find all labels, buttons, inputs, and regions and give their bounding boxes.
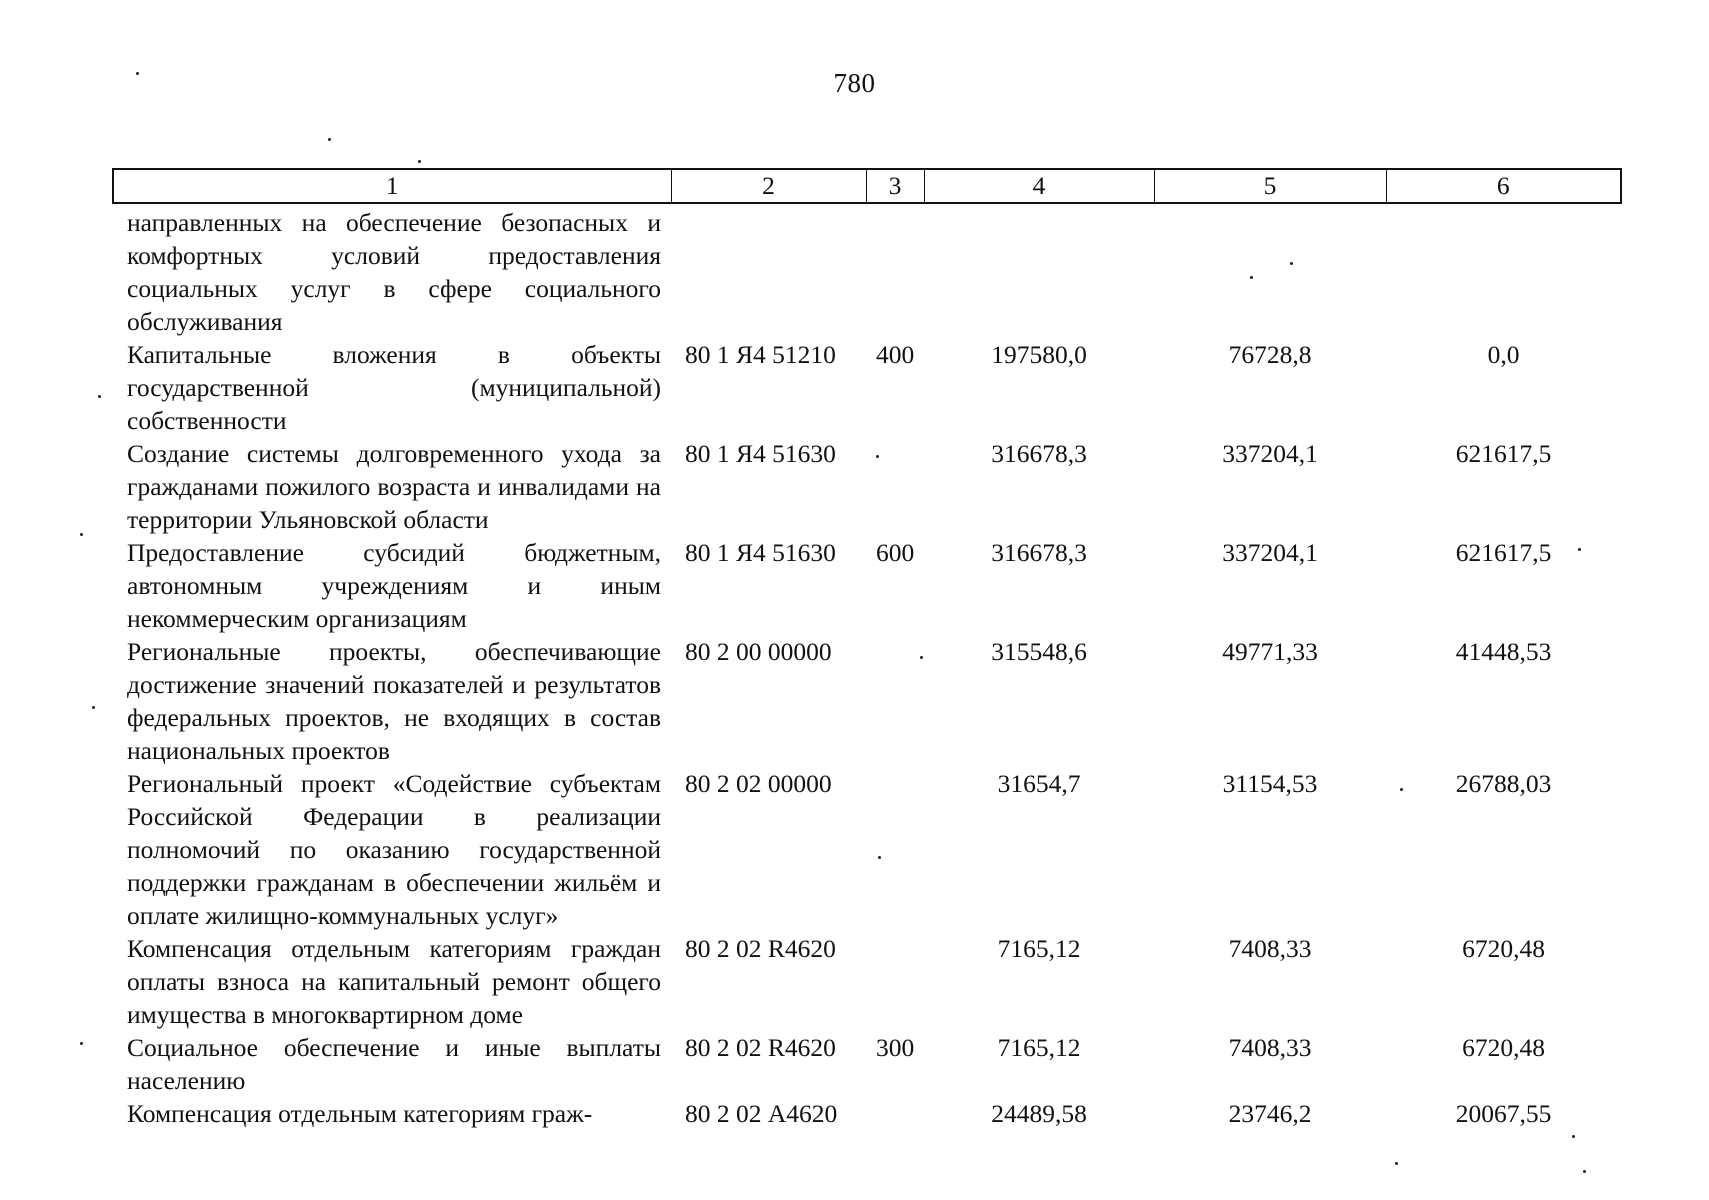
row-expense-type	[866, 1097, 924, 1130]
row-value-6: 26788,03	[1455, 769, 1552, 798]
row-expense-type	[866, 437, 924, 536]
scan-speck	[80, 1042, 83, 1045]
table-row	[113, 635, 1621, 767]
row-value-4	[924, 203, 1154, 338]
row-code: 80 1 Я4 51630	[685, 439, 836, 468]
row-value-5	[1154, 203, 1386, 338]
row-value-6	[1386, 203, 1621, 338]
scan-speck	[80, 533, 83, 536]
row-code: 80 2 02 R4620	[685, 1033, 836, 1062]
row-name: Капитальные вложения в объекты государственной (муниципальной) собственности	[127, 340, 661, 435]
row-value-4: 316678,3	[991, 538, 1087, 567]
row-value-6: 6720,48	[1462, 1033, 1545, 1062]
row-value-6: 20067,55	[1455, 1099, 1552, 1128]
scan-speck	[1250, 276, 1253, 279]
row-value-5: 7408,33	[1228, 934, 1312, 963]
row-expense-type: 300	[876, 1033, 915, 1062]
table-header-row	[113, 169, 1621, 203]
row-code: 80 2 00 00000	[685, 637, 832, 666]
scan-speck	[136, 72, 139, 75]
table-row	[113, 1097, 1621, 1130]
row-value-5: 7408,33	[1228, 1033, 1312, 1062]
table-row	[113, 437, 1621, 536]
scan-speck	[1572, 1135, 1575, 1138]
table-row	[113, 932, 1621, 1031]
column-header-6: 6	[1386, 169, 1621, 203]
column-header-1: 1	[113, 169, 671, 203]
row-value-5: 337204,1	[1222, 538, 1318, 567]
page-number: 780	[833, 68, 876, 98]
scan-speck	[876, 455, 879, 458]
row-code: 80 2 02 00000	[685, 769, 832, 798]
column-header-3: 3	[866, 169, 924, 203]
row-value-6: 621617,5	[1455, 439, 1552, 468]
row-expense-type: 400	[876, 340, 915, 369]
row-value-6: 0,0	[1487, 340, 1520, 369]
row-name: Компенсация отдельным категориям граж-	[127, 1099, 593, 1128]
row-value-4: 31654,7	[997, 769, 1081, 798]
row-name: Создание системы долговременного ухода за гражданами пожилого возраста и инвалидами на территории Ульяновской области	[127, 439, 661, 534]
scan-speck	[1395, 1162, 1398, 1165]
column-header-4: 4	[924, 169, 1154, 203]
row-name: Региональные проекты, обеспечивающие достижение значений показателей и результатов федеральных проектов, не входящих в состав национальных проектов	[127, 637, 661, 765]
row-value-6: 41448,53	[1455, 637, 1552, 666]
column-header-2: 2	[671, 169, 866, 203]
row-code	[671, 203, 866, 338]
scan-speck	[92, 706, 95, 709]
scan-speck	[1400, 788, 1403, 791]
row-value-6: 6720,48	[1462, 934, 1545, 963]
table-row	[113, 767, 1621, 932]
row-value-6: 621617,5	[1455, 538, 1552, 567]
budget-table	[112, 168, 1622, 1130]
scan-speck	[418, 160, 421, 163]
row-value-4: 197580,0	[991, 340, 1087, 369]
row-value-5: 31154,53	[1222, 769, 1318, 798]
table-row	[113, 338, 1621, 437]
row-name: Социальное обеспечение и иные выплаты населению	[127, 1033, 661, 1095]
row-expense-type	[866, 203, 924, 338]
row-value-4: 316678,3	[991, 439, 1087, 468]
row-value-5: 49771,33	[1222, 637, 1318, 666]
scan-speck	[1578, 548, 1581, 551]
row-expense-type	[866, 932, 924, 1031]
scan-speck	[878, 856, 881, 859]
row-code: 80 1 Я4 51210	[685, 340, 836, 369]
row-value-4: 7165,12	[997, 1033, 1081, 1062]
row-code: 80 2 02 А4620	[685, 1099, 838, 1128]
table-row	[113, 203, 1621, 338]
row-expense-type	[866, 767, 924, 932]
table-row	[113, 536, 1621, 635]
row-name: Региональный проект «Содействие субъектам Российской Федерации в реализации полномочий по оказанию государственной поддержки гражданам в обеспечении жильём и оплате жилищно-коммунальных услуг»	[127, 769, 661, 930]
scan-speck	[328, 138, 331, 141]
row-expense-type	[866, 635, 924, 767]
row-value-5: 23746,2	[1228, 1099, 1312, 1128]
scan-speck	[98, 395, 101, 398]
row-value-4: 24489,58	[991, 1099, 1087, 1128]
row-value-4: 315548,6	[991, 637, 1087, 666]
row-value-5: 76728,8	[1228, 340, 1312, 369]
row-expense-type: 600	[876, 538, 915, 567]
table-row	[113, 1031, 1621, 1097]
scan-speck	[1583, 1170, 1586, 1173]
row-value-4: 7165,12	[997, 934, 1081, 963]
row-code: 80 1 Я4 51630	[685, 538, 836, 567]
row-code: 80 2 02 R4620	[685, 934, 836, 963]
row-value-5: 337204,1	[1222, 439, 1318, 468]
row-name: Предоставление субсидий бюджетным, автономным учреждениям и иным некоммерческим организациям	[127, 538, 661, 633]
scan-speck	[920, 656, 923, 659]
column-header-5: 5	[1154, 169, 1386, 203]
row-name: Компенсация отдельным категориям граждан оплаты взноса на капитальный ремонт общего имущества в многоквартирном доме	[127, 934, 661, 1029]
row-name: направленных на обеспечение безопасных и комфортных условий предоставления социальных услуг в сфере социального обслуживания	[127, 208, 661, 336]
scan-speck	[1290, 262, 1293, 265]
